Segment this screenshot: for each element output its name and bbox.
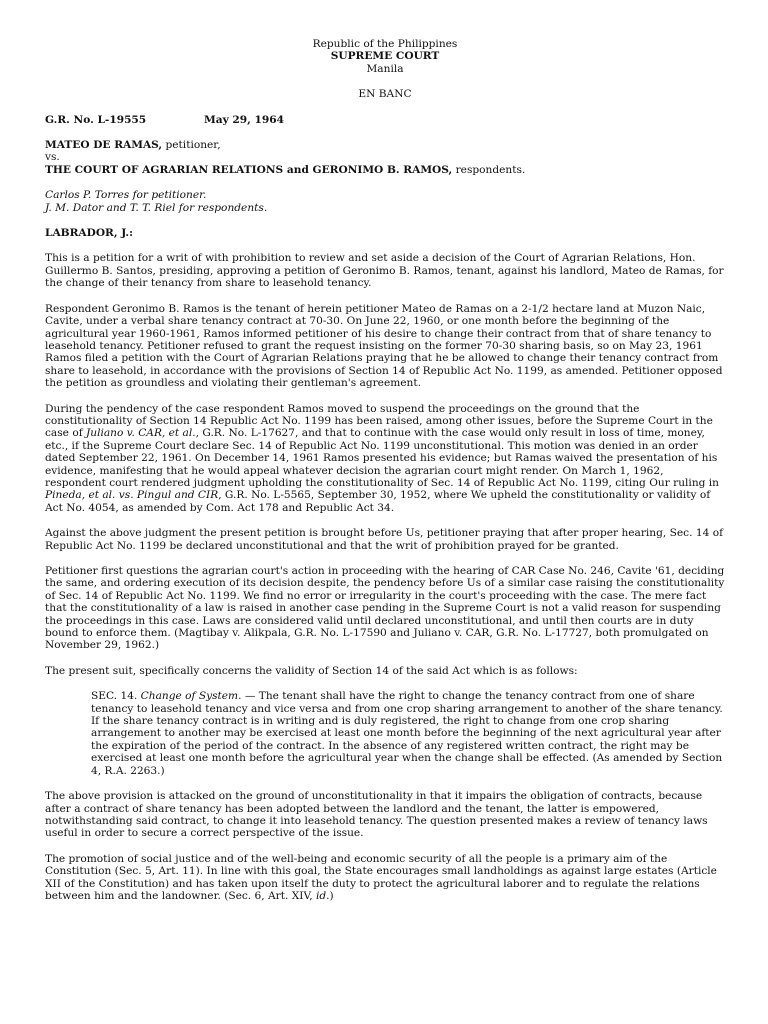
paragraph-1: This is a petition for a writ of with prohibition to review and set aside a decision of the Court of Agrarian Relations, Hon. Guillermo B. Santos, presiding, approving a petition of Geronimo B. Ramos, tenant, against his landlord, Mateo de Ramas, for the change of their tenancy from share to leasehold tenancy. [45,252,724,290]
respondents-role: respondents. [452,163,526,176]
case-citation-juliano: Juliano v. CAR, et al. [86,427,196,440]
case-number-line [45,114,725,126]
statute-quote [91,690,723,777]
statute-section: SEC. 14. [91,690,141,703]
statute-text: . — The tenant shall have the right to change the tenancy contract from one of share tenancy to leasehold tenancy and vice versa and from one crop sharing arrangement to another of the share tenancy. If the share tenancy contract is in writing and is duly registered, the right to change from one crop sharing arrangement to another may be exercised at least one month before the beginning of the next agricultural year after the expiration of the period of the contract. In the absence of any registered written contract, the right may be exercised at least one month before the agricultural year when the change shall be effected. (As amended by Section 4, R.A. 2263.) [91,690,723,777]
petitioner-name: MATEO DE RAMAS, [45,139,163,152]
header-court: SUPREME COURT [330,50,440,63]
paragraph-4: Against the above judgment the present petition is brought before Us, petitioner praying that after proper hearing, Sec. 14 of Republic Act No. 1199 be declared unconstitutional and that the writ of prohibition prayed for be granted. [45,527,723,552]
counsel-respondents: J. M. Dator and T. T. Riel for respondents. [45,201,268,214]
paragraph-3-text-b: , G.R. No. L-17627, and that to continue with the case would only result in loss of time, money, etc., if the Supreme Court declare Sec. 14 of Republic Act No. 1199 unconstitutional. This motion was denied in an order dated September 22, 1961. On December 14, 1961 Ramos presented his evidence; but Ramas waived the presentation of his evidence, manifesting that he would appeal whatever decision the agrarian court might render. On March 1, 1962, respondent court rendered judgment upholding the constitutionality of Sec. 14 of Republic Act No. 1199, citing Our ruling in [45,427,719,489]
paragraph-8-text-b: .) [326,889,334,902]
counsel-block [45,189,725,214]
paragraph-6: The present suit, specifically concerns the validity of Section 14 of the said Act which is as follows: [45,664,578,677]
header-republic: Republic of the Philippines [312,38,458,50]
paragraph-8-text-a: The promotion of social justice and of the well-being and economic security of all the people is a primary aim of the Constitution (Sec. 5, Art. 11). In line with this goal, the State encourages small landholdings as against large estates (Article XII of the Constitution) and has taken upon itself the duty to protect the agricultural laborer and to regulate the relations between him and the landowner. (Sec. 6, Art. XIV, [45,852,717,902]
document-page [45,38,725,902]
citation-id: id [315,889,327,902]
paragraph-3-text-c: , G.R. No. L-5565, September 30, 1952, where We upheld the constitutionality or validity of Act No. 4054, as amended by Com. Act 178 and Republic Act 34. [45,489,711,514]
division-label: EN BANC [358,88,412,101]
paragraph-2: Respondent Geronimo B. Ramos is the tenant of herein petitioner Mateo de Ramas on a 2-1/2 hectare land at Muzon Naic, Cavite, under a verbal share tenancy contract at 70-30. On June 22, 1960, or one month before the beginning of the agricultural year 1960-1961, Ramos informed petitioner of his desire to change their contract from that of share tenancy to leasehold tenancy. Petitioner refused to grant the request insisting on the former 70-30 sharing basis, so on May 23, 1961 Ramos filed a petition with the Court of Agrarian Relations praying that he be allowed to change their tenancy contract from share to leasehold, in accordance with the provisions of Section 14 of Republic Act No. 1199, as amended. Petitioner opposed the petition as groundless and violating their gentleman's agreement. [45,302,723,390]
versus-label: vs. [45,151,60,164]
ponente: LABRADOR, J.: [45,227,134,240]
case-citation-pineda: Pineda, et al. vs. Pingul and CIR [45,489,219,502]
paragraph-7: The above provision is attacked on the ground of unconstitutionality in that it impairs the obligation of contracts, because after a contract of share tenancy has been adopted between the landlord and the tenant, the latter is empowered, notwithstanding said contract, to change it into leasehold tenancy. The question presented makes a review of tenancy laws useful in order to secure a correct perspective of the issue. [45,790,708,840]
petitioner-line [45,139,725,151]
respondents-name: THE COURT OF AGRARIAN RELATIONS and GERONIMO B. RAMOS, [45,163,453,176]
gr-number: G.R. No. L-19555 [45,113,147,126]
statute-heading: Change of System [140,690,239,703]
paragraph-5: Petitioner first questions the agrarian court's action in proceeding with the hearing of CAR Case No. 246, Cavite '61, deciding the same, and ordering execution of its decision despite, the pendency before Us of a similar case raising the constitutionality of Sec. 14 of Republic Act No. 1199. We find no error or irregularity in the court's proceeding with the case. The mere fact that the constitutionality of a law is raised in another case pending in the Supreme Court is not a valid reason for suspending the proceedings in this case. Laws are considered valid until declared unconstitutional, and until then courts are in duty bound to enforce them. (Magtibay v. Alikpala, G.R. No. L-17590 and Juliano v. CAR, G.R. No. L-17727, both promulgated on November 29, 1962.) [45,565,725,652]
decision-date: May 29, 1964 [204,113,285,126]
header-block [45,38,725,75]
header-city: Manila [366,62,404,75]
counsel-petitioner: Carlos P. Torres for petitioner. [45,189,207,202]
respondents-line [45,164,725,176]
parties-block [45,139,725,176]
petitioner-role: petitioner, [162,139,221,152]
paragraph-8 [45,853,725,903]
paragraph-3 [45,403,725,515]
paragraph-3-text-a: During the pendency of the case respondent Ramos moved to suspend the proceedings on the ground that the constitutionality of Section 14 Republic Act No. 1199 has been raised, among other issues, before the Supreme Court in the case of [45,402,713,440]
